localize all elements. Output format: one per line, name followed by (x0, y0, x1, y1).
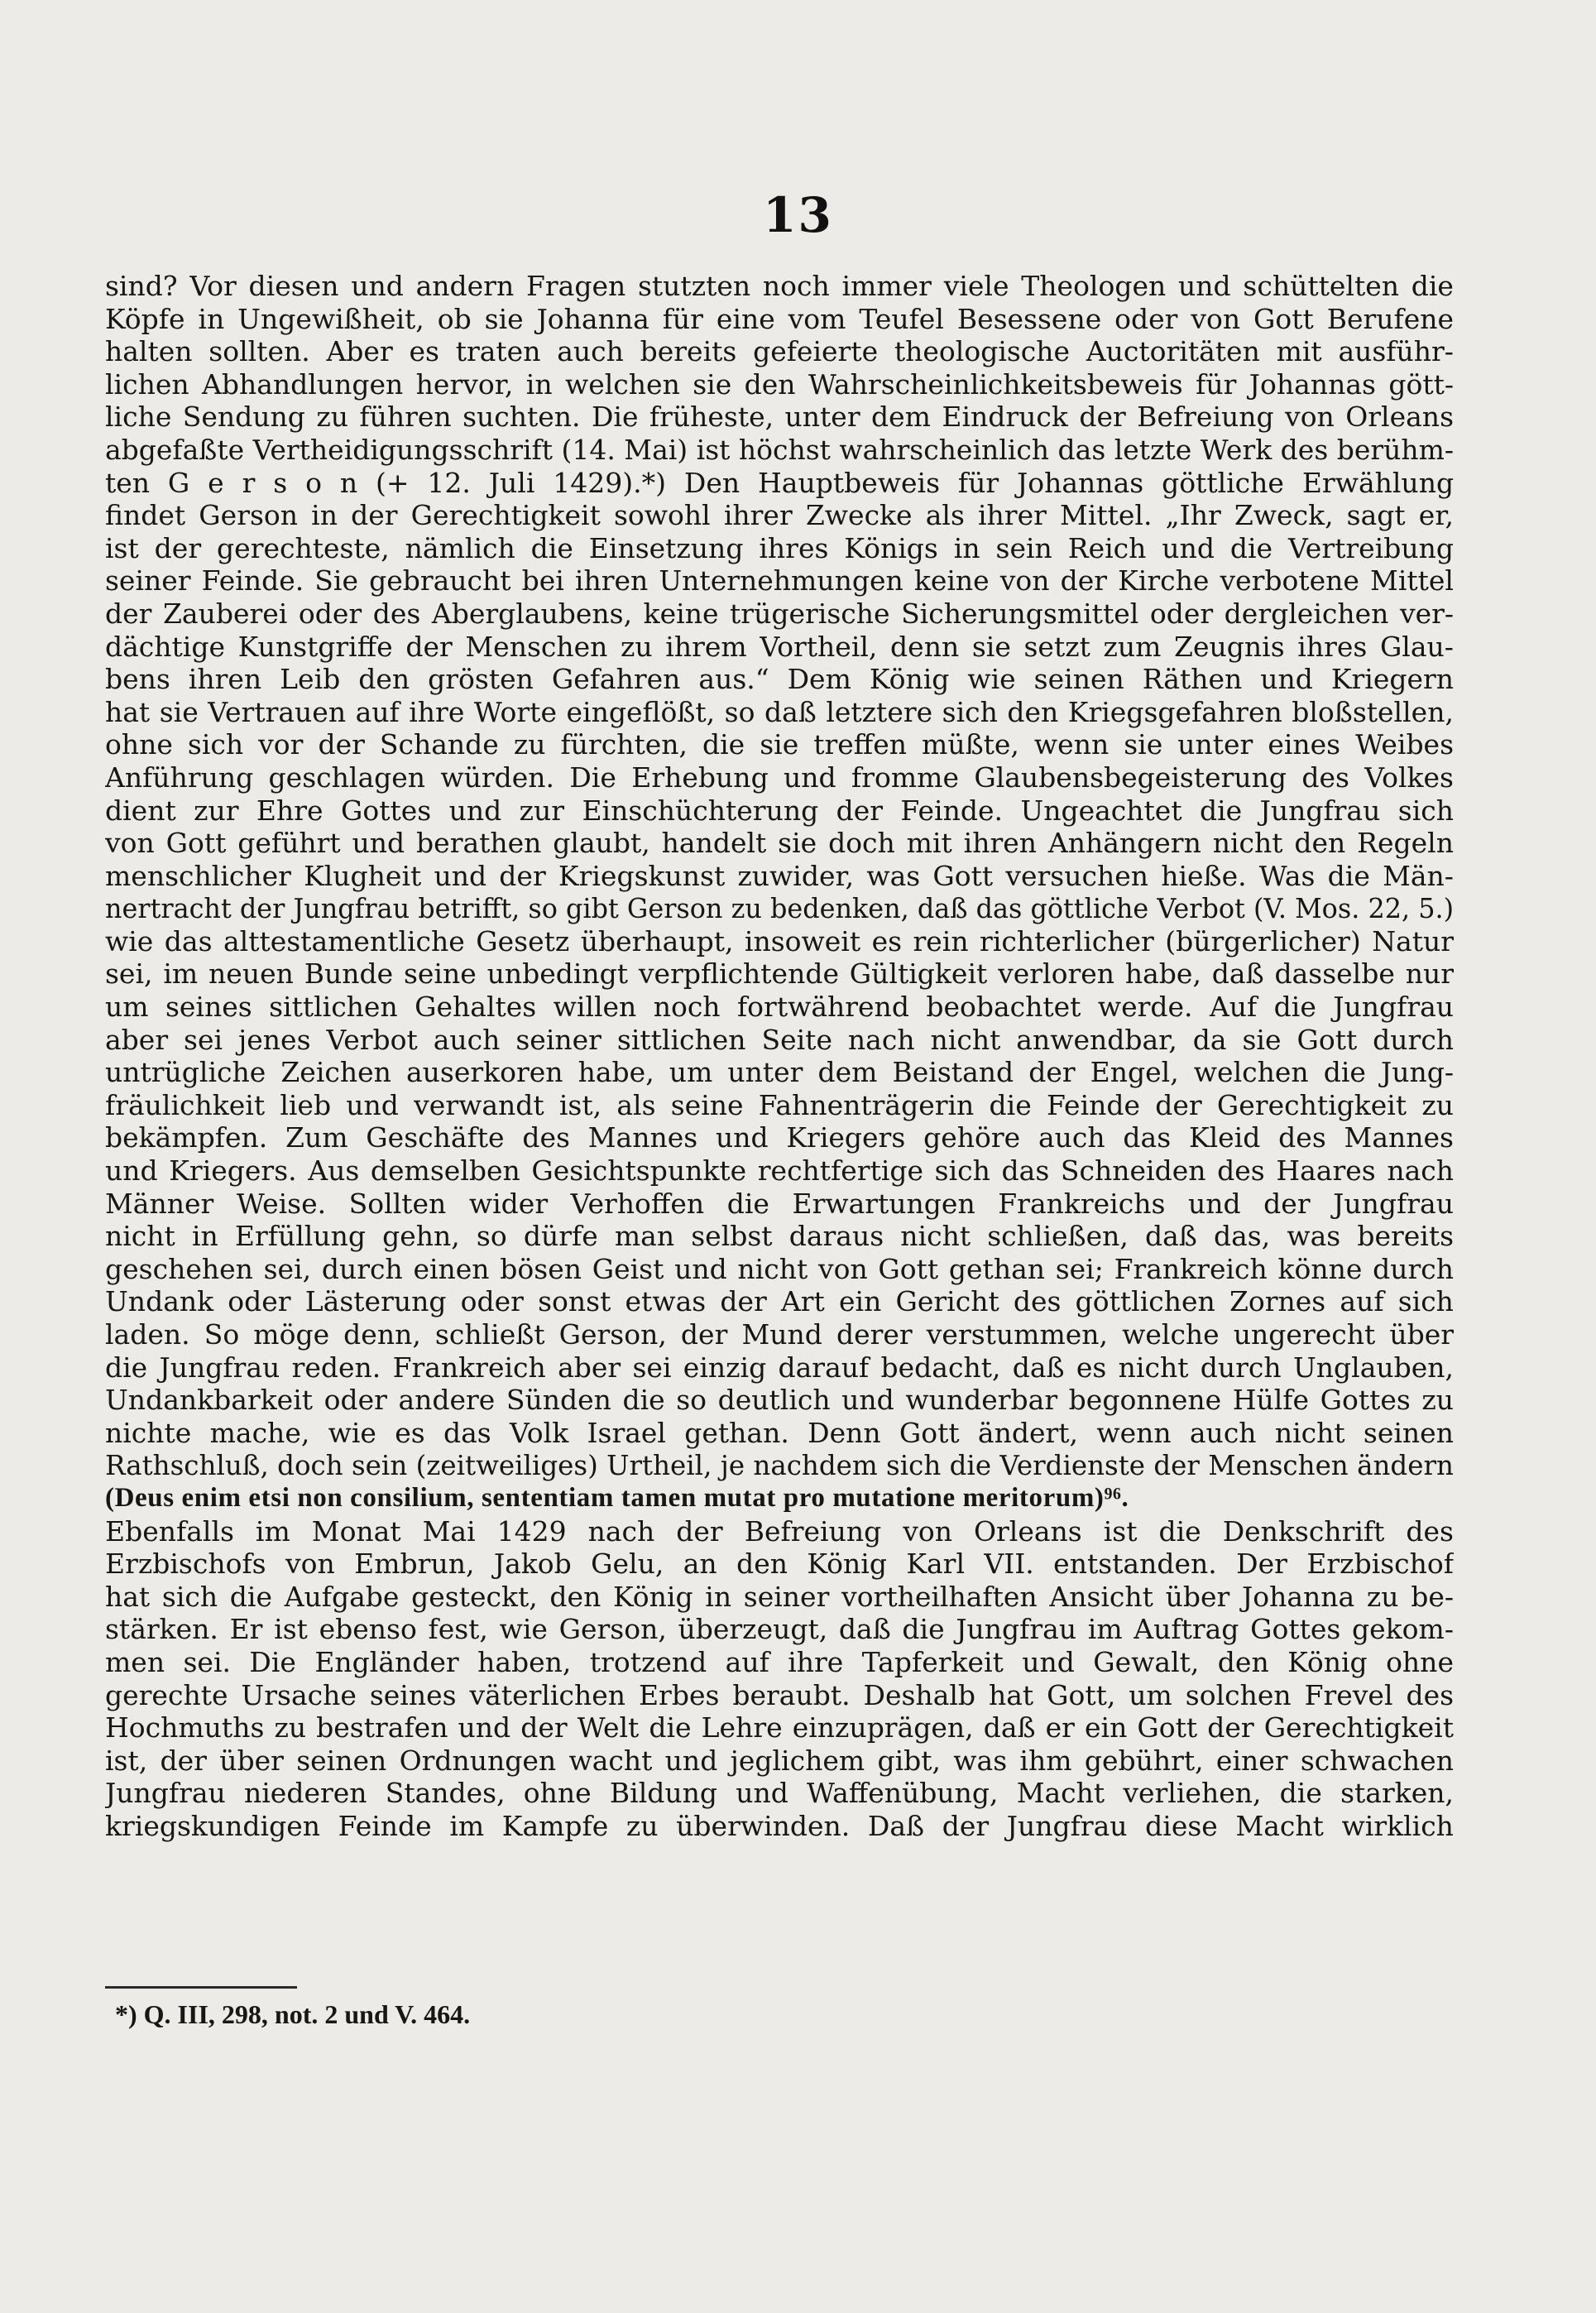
text-line: ist, der über seinen Ordnungen wacht und jeglichem gibt, was ihm gebührt, einer schwachen (105, 1744, 1454, 1777)
footnote: *) Q. III, 298, not. 2 und V. 464. (115, 1999, 471, 2029)
text-line: kriegskundigen Feinde im Kampfe zu überwinden. Daß der Jungfrau diese Macht wirklich (105, 1809, 1454, 1842)
text-line: nichte mache, wie es das Volk Israel gethan. Denn Gott ändert, wenn auch nicht seinen (105, 1416, 1454, 1449)
footnote-rule (105, 1986, 297, 1989)
body-text (105, 270, 1454, 1843)
text-line: nicht in Erfüllung gehn, so dürfe man selbst daraus nicht schließen, daß das, was bereits (105, 1220, 1454, 1253)
text-line: Köpfe in Ungewißheit, ob sie Johanna für eine vom Teufel Besessene oder von Gott Berufene (105, 302, 1454, 335)
text-line: nertracht der Jungfrau betrifft, so gibt Gerson zu bedenken, daß das göttliche Verbot (V. Mos. 22, 5.) (105, 892, 1454, 925)
text-line: wie das alttestamentliche Gesetz überhaupt, insoweit es rein richterlicher (bürgerlicher) Natur (105, 924, 1454, 957)
text-line: abgefaßte Vertheidigungsschrift (14. Mai) ist höchst wahrscheinlich das letzte Werk des berühm- (105, 433, 1454, 466)
text-line: Männer Weise. Sollten wider Verhoffen die Erwartungen Frankreichs und der Jungfrau (105, 1187, 1454, 1220)
text-line: Erzbischofs von Embrun, Jakob Gelu, an den König Karl VII. entstanden. Der Erzbischof (105, 1548, 1454, 1581)
text-line: Undankbarkeit oder andere Sünden die so deutlich und wunderbar begonnene Hülfe Gottes zu (105, 1384, 1454, 1417)
page-number: 13 (763, 187, 833, 243)
text-line: lichen Abhandlungen hervor, in welchen sie den Wahrscheinlichkeitsbeweis für Johannas gött- (105, 367, 1454, 401)
text-line: Jungfrau niederen Standes, ohne Bildung und Waffenübung, Macht verliehen, die starken, (105, 1777, 1454, 1810)
text-line: Ebenfalls im Monat Mai 1429 nach der Befreiung von Orleans ist die Denkschrift des (105, 1514, 1454, 1548)
text-line: dient zur Ehre Gottes und zur Einschüchterung der Feinde. Ungeachtet die Jungfrau sich (105, 794, 1454, 827)
text-line: ten G e r s o n (+ 12. Juli 1429).*) Den Hauptbeweis für Johannas göttliche Erwählung (105, 466, 1454, 499)
text-line: fräulichkeit lieb und verwandt ist, als seine Fahnenträgerin die Feinde der Gerechtigkeit zu (105, 1088, 1454, 1121)
text-line: stärken. Er ist ebenso fest, wie Gerson, überzeugt, daß die Jungfrau im Auftrag Gottes gekom- (105, 1613, 1454, 1646)
text-line: Undank oder Lästerung oder sonst etwas der Art ein Gericht des göttlichen Zornes auf sich (105, 1285, 1454, 1318)
text-line: Hochmuths zu bestrafen und der Welt die Lehre einzuprägen, daß er ein Gott der Gerechtigkeit (105, 1711, 1454, 1744)
text-line: hat sich die Aufgabe gesteckt, den König in seiner vortheilhaften Ansicht über Johanna zu be- (105, 1580, 1454, 1613)
text-line: bekämpfen. Zum Geschäfte des Mannes und Kriegers gehöre auch das Kleid des Mannes (105, 1121, 1454, 1154)
text-line: und Kriegers. Aus demselben Gesichtspunkte rechtfertige sich das Schneiden des Haares nach (105, 1154, 1454, 1188)
text-line: seiner Feinde. Sie gebraucht bei ihren Unternehmungen keine von der Kirche verbotene Mittel (105, 564, 1454, 597)
text-line: halten sollten. Aber es traten auch bereits gefeierte theologische Auctoritäten mit ausführ- (105, 335, 1454, 368)
text-line: dächtige Kunstgriffe der Menschen zu ihrem Vortheil, denn sie setzt zum Zeugnis ihres Glau- (105, 630, 1454, 663)
text-line: liche Sendung zu führen suchten. Die früheste, unter dem Eindruck der Befreiung von Orleans (105, 401, 1454, 434)
text-line: sei, im neuen Bunde seine unbedingt verpflichtende Gültigkeit verloren habe, daß dasselbe nur (105, 957, 1454, 991)
text-line: ist der gerechteste, nämlich die Einsetzung ihres Königs in sein Reich und die Vertreibung (105, 531, 1454, 564)
text-line: gerechte Ursache seines väterlichen Erbes beraubt. Deshalb hat Gott, um solchen Frevel des (105, 1678, 1454, 1711)
text-line: Anführung geschlagen würden. Die Erhebung und fromme Glaubensbegeisterung des Volkes (105, 761, 1454, 794)
text-line: men sei. Die Engländer haben, trotzend auf ihre Tapferkeit und Gewalt, den König ohne (105, 1645, 1454, 1678)
text-line: findet Gerson in der Gerechtigkeit sowohl ihrer Zwecke als ihrer Mittel. „Ihr Zweck, sagt er, (105, 499, 1454, 532)
text-line: ohne sich vor der Schande zu fürchten, die sie treffen müßte, wenn sie unter eines Weibes (105, 728, 1454, 761)
text-line: aber sei jenes Verbot auch seiner sittlichen Seite nach nicht anwendbar, da sie Gott durch (105, 1023, 1454, 1056)
text-line: untrügliche Zeichen auserkoren habe, um unter dem Beistand der Engel, welchen die Jung- (105, 1056, 1454, 1089)
text-line: hat sie Vertrauen auf ihre Worte eingeflößt, so daß letztere sich den Kriegsgefahren bloßstellen, (105, 695, 1454, 728)
text-line: die Jungfrau reden. Frankreich aber sei einzig darauf bedacht, daß es nicht durch Unglauben, (105, 1351, 1454, 1384)
text-line: um seines sittlichen Gehaltes willen noch fortwährend beobachtet werde. Auf die Jungfrau (105, 991, 1454, 1024)
text-line: laden. So möge denn, schließt Gerson, der Mund derer verstummen, welche ungerecht über (105, 1318, 1454, 1351)
latin-quote-line: (Deus enim etsi non consilium, sententiam tamen mutat pro mutatione meritorum)⁹⁶. (105, 1482, 1129, 1513)
text-line: menschlicher Klugheit und der Kriegskunst zuwider, was Gott versuchen hieße. Was die Män- (105, 859, 1454, 892)
text-line: geschehen sei, durch einen bösen Geist und nicht von Gott gethan sei; Frankreich könne durch (105, 1252, 1454, 1285)
text-line: der Zauberei oder des Aberglaubens, keine trügerische Sicherungsmittel oder dergleichen ver- (105, 597, 1454, 630)
text-line: Rathschluß, doch sein (zeitweiliges) Urtheil, je nachdem sich die Verdienste der Menschen ändern (105, 1449, 1454, 1482)
text-line: von Gott geführt und berathen glaubt, handelt sie doch mit ihren Anhängern nicht den Regeln (105, 827, 1454, 860)
text-line: sind? Vor diesen und andern Fragen stutzten noch immer viele Theologen und schüttelten die (105, 270, 1454, 302)
text-line: bens ihren Leib den grösten Gefahren aus.“ Dem König wie seinen Räthen und Kriegern (105, 663, 1454, 696)
